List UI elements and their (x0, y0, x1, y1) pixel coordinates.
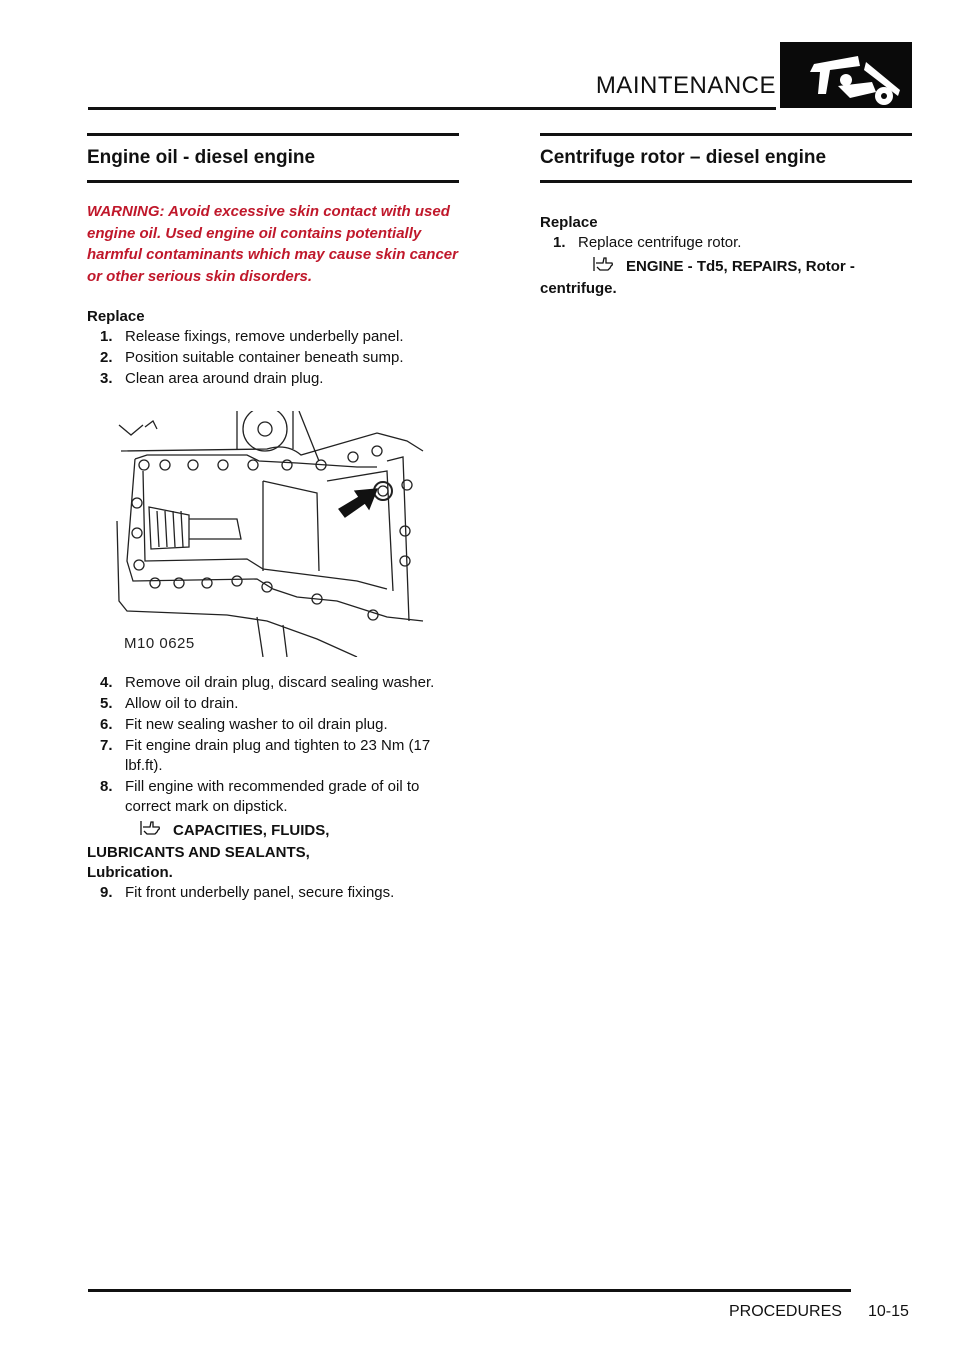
steps-list-b (87, 673, 459, 817)
ref-line-3: Lubrication. (87, 864, 173, 881)
header-rule (88, 107, 776, 110)
cross-reference-rotor[interactable] (540, 255, 912, 299)
step-item: 2. Position suitable container beneath sump. (100, 349, 404, 366)
pointing-hand-icon (139, 819, 161, 843)
ref-line-1: ENGINE - Td5, REPAIRS, Rotor - (626, 258, 855, 275)
page-header-title: MAINTENANCE (595, 72, 776, 99)
footer-section-name: PROCEDURES (729, 1303, 842, 1320)
step-item: 1. Replace centrifuge rotor. (553, 234, 742, 251)
pointing-hand-icon (592, 255, 614, 279)
steps-list-right (540, 233, 912, 253)
ref-line-2: centrifuge. (540, 280, 617, 297)
warning-text: WARNING: Avoid excessive skin contact with used engine oil. Used engine oil contains potentially harmful contaminants which may cause skin cancer or other serious skin disorders. (87, 203, 458, 285)
mechanic-under-bonnet-icon (780, 42, 912, 108)
section-rule-top (87, 133, 459, 136)
footer-rule (88, 1289, 851, 1292)
step-item: 7. Fit engine drain plug and tighten to 23 Nm (17 lbf.ft). (100, 737, 431, 774)
section-title-centrifuge-rotor: Centrifuge rotor – diesel engine (540, 147, 827, 168)
steps-list-a (87, 327, 459, 389)
step-item: 1. Release fixings, remove underbelly panel. (100, 328, 404, 345)
ref-line-1: CAPACITIES, FLUIDS, (173, 822, 330, 839)
section-rule-bottom (87, 180, 459, 183)
step-item: 9. Fit front underbelly panel, secure fixings. (100, 884, 395, 901)
replace-subheading: Replace (87, 308, 145, 325)
ref-line-2: LUBRICANTS AND SEALANTS, (87, 844, 310, 861)
steps-list-c (87, 883, 459, 903)
footer-page-number: 10-15 (868, 1303, 909, 1320)
sump-drain-plug-illustration (87, 411, 427, 657)
step-item: 6. Fit new sealing washer to oil drain plug. (100, 716, 388, 733)
step-item: 8. Fill engine with recommended grade of oil to correct mark on dipstick. (100, 778, 420, 815)
step-item: 5. Allow oil to drain. (100, 695, 239, 712)
section-rule-top (540, 133, 912, 136)
figure-label: M10 0625 (124, 635, 195, 652)
step-item: 4. Remove oil drain plug, discard sealing washer. (100, 674, 435, 691)
step-item: 3. Clean area around drain plug. (100, 370, 324, 387)
replace-subheading: Replace (540, 214, 598, 231)
section-rule-bottom (540, 180, 912, 183)
section-title-engine-oil: Engine oil - diesel engine (87, 147, 316, 168)
cross-reference-lubrication[interactable] (87, 819, 459, 883)
left-column (87, 133, 459, 904)
right-column (540, 133, 912, 299)
